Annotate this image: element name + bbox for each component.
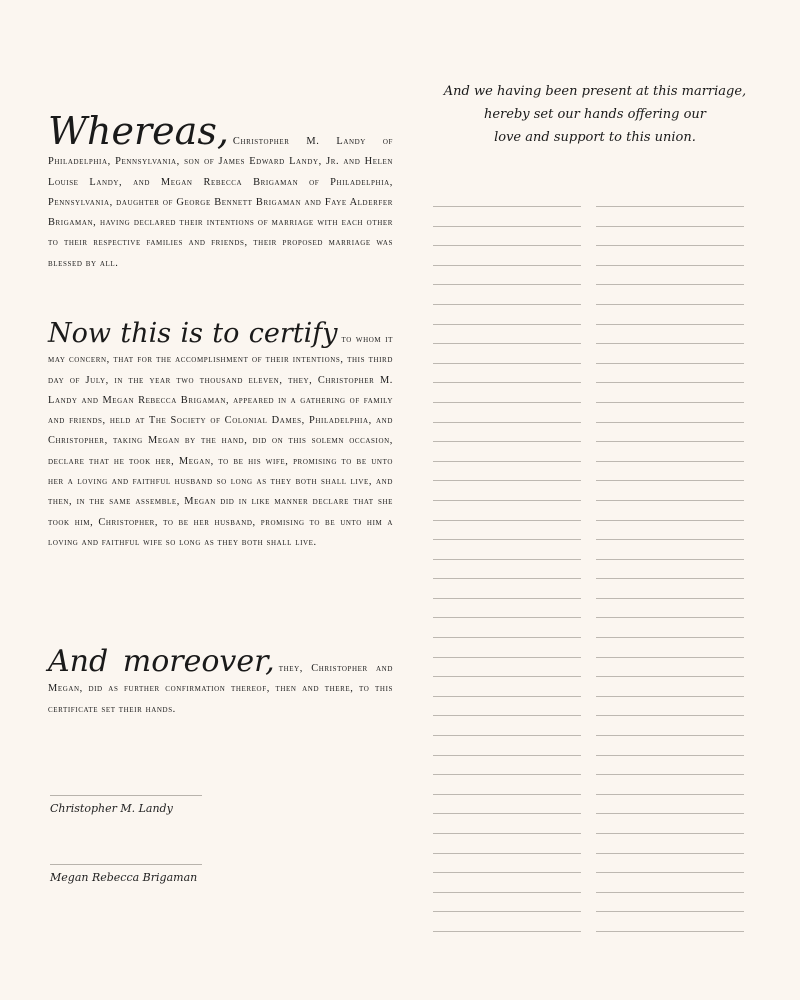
guest-signature-line (596, 500, 744, 520)
guest-signature-line (596, 382, 744, 402)
moreover-heading: And moreover, (48, 644, 275, 679)
guest-signature-line (596, 441, 744, 461)
guest-signature-line (433, 833, 581, 853)
guest-signature-line (596, 539, 744, 559)
guest-signature-line (596, 774, 744, 794)
guest-signature-line (433, 696, 581, 716)
guest-signature-line (433, 343, 581, 363)
guest-signature-line (596, 578, 744, 598)
guest-signature-line (433, 578, 581, 598)
guest-signature-line (596, 715, 744, 735)
guest-signature-line (433, 265, 581, 285)
guest-signature-line (433, 794, 581, 814)
guest-signature-line (433, 813, 581, 833)
guest-signature-line (596, 657, 744, 677)
guest-signature-line (433, 715, 581, 735)
guest-signature-line (433, 853, 581, 873)
guest-signature-line (433, 559, 581, 579)
groom-signature-block (50, 795, 202, 815)
guest-signature-line (433, 735, 581, 755)
guest-signature-column-right (596, 206, 744, 951)
guest-signature-column-left (433, 206, 581, 951)
witness-statement (425, 80, 765, 149)
guest-signature-line (596, 696, 744, 716)
guest-signature-line (433, 598, 581, 618)
bride-name: Megan Rebecca Brigaman (50, 871, 198, 884)
whereas-text: Christopher M. Landy of Philadelphia, Pennsylvania, son of James Edward Landy, Jr. and Helen Louise Landy, and Megan Rebecca Brigaman of Philadelphia, Pennsylvania, daughter of George Bennett Brigaman and Faye Alderfer Brigaman, having declared their intentions of marriage with each other to their respective families and friends, their proposed marriage was blessed by all. (48, 136, 393, 269)
groom-name: Christopher M. Landy (50, 802, 173, 815)
guest-signature-line (433, 617, 581, 637)
guest-signature-line (596, 735, 744, 755)
guest-signature-line (433, 304, 581, 324)
certify-paragraph (48, 320, 393, 553)
bride-signature-block (50, 864, 202, 884)
guest-signature-line (433, 520, 581, 540)
guest-signature-line (433, 324, 581, 344)
moreover-text: they, Christopher and Megan, did as further confirmation thereof, then and there, to this certificate set their hands. (48, 663, 393, 715)
guest-signature-line (596, 343, 744, 363)
guest-signature-line (433, 402, 581, 422)
guest-signature-line (596, 676, 744, 696)
witness-line-3: love and support to this union. (494, 130, 696, 145)
guest-signature-line (596, 755, 744, 775)
guest-signature-line (433, 441, 581, 461)
guest-signature-line (596, 284, 744, 304)
guest-signature-line (433, 245, 581, 265)
guest-signature-line (596, 245, 744, 265)
guest-signature-line (433, 226, 581, 246)
guest-signature-line (433, 461, 581, 481)
guest-signature-line (596, 598, 744, 618)
guest-signature-line (596, 304, 744, 324)
guest-signature-line (596, 617, 744, 637)
guest-signature-line (433, 755, 581, 775)
whereas-paragraph (48, 109, 393, 274)
guest-signature-line (433, 480, 581, 500)
guest-signature-line (596, 892, 744, 912)
certify-text: to whom it may concern, that for the accomplishment of their intentions, this third day of July, in the year two thousand eleven, they, Christopher M. Landy and Megan Rebecca Brigaman, appeared in a gathering of family and friends, held at The Society of Colonial Dames, Philadelphia, and Christopher, taking Megan by the hand, did on this solemn occasion, declare that he took her, Megan, to be his wife, promising to be unto her a loving and faithful husband so long as they both shall live, and then, in the same assemble, Megan did in like manner declare that she took him, Christopher, to be her husband, promising to be unto him a loving and faithful wife so long as they both shall live. (48, 334, 394, 548)
guest-signature-line (433, 500, 581, 520)
guest-signature-line (596, 833, 744, 853)
witness-line-1: And we having been present at this marriage, (443, 84, 747, 99)
guest-signature-line (596, 853, 744, 873)
guest-signature-line (433, 774, 581, 794)
guest-signature-line (596, 794, 744, 814)
guest-signature-line (596, 931, 744, 951)
guest-signature-line (596, 520, 744, 540)
guest-signature-line (596, 363, 744, 383)
guest-signature-line (596, 559, 744, 579)
guest-signature-line (433, 206, 581, 226)
guest-signature-line (433, 676, 581, 696)
guest-signature-line (433, 284, 581, 304)
guest-signature-line (596, 226, 744, 246)
guest-signature-line (596, 422, 744, 442)
guest-signature-line (596, 911, 744, 931)
guest-signature-line (433, 382, 581, 402)
whereas-heading: Whereas, (48, 109, 229, 153)
guest-signature-line (433, 363, 581, 383)
guest-signature-line (596, 813, 744, 833)
guest-signature-line (433, 539, 581, 559)
guest-signature-line (433, 892, 581, 912)
guest-signature-line (433, 872, 581, 892)
witness-line-2: hereby set our hands offering our (483, 107, 706, 122)
guest-signature-line (433, 637, 581, 657)
guest-signature-line (433, 911, 581, 931)
guest-signature-line (596, 637, 744, 657)
moreover-paragraph (48, 644, 393, 720)
guest-signature-line (596, 402, 744, 422)
guest-signature-line (596, 265, 744, 285)
guest-signature-line (433, 657, 581, 677)
guest-signature-line (596, 206, 744, 226)
certify-heading: Now this is to certify (48, 318, 338, 349)
guest-signature-line (596, 480, 744, 500)
guest-signature-line (433, 422, 581, 442)
guest-signature-line (433, 931, 581, 951)
guest-signature-line (596, 324, 744, 344)
signature-line (50, 795, 202, 796)
guest-signature-line (596, 461, 744, 481)
guest-signature-line (596, 872, 744, 892)
signature-line (50, 864, 202, 865)
